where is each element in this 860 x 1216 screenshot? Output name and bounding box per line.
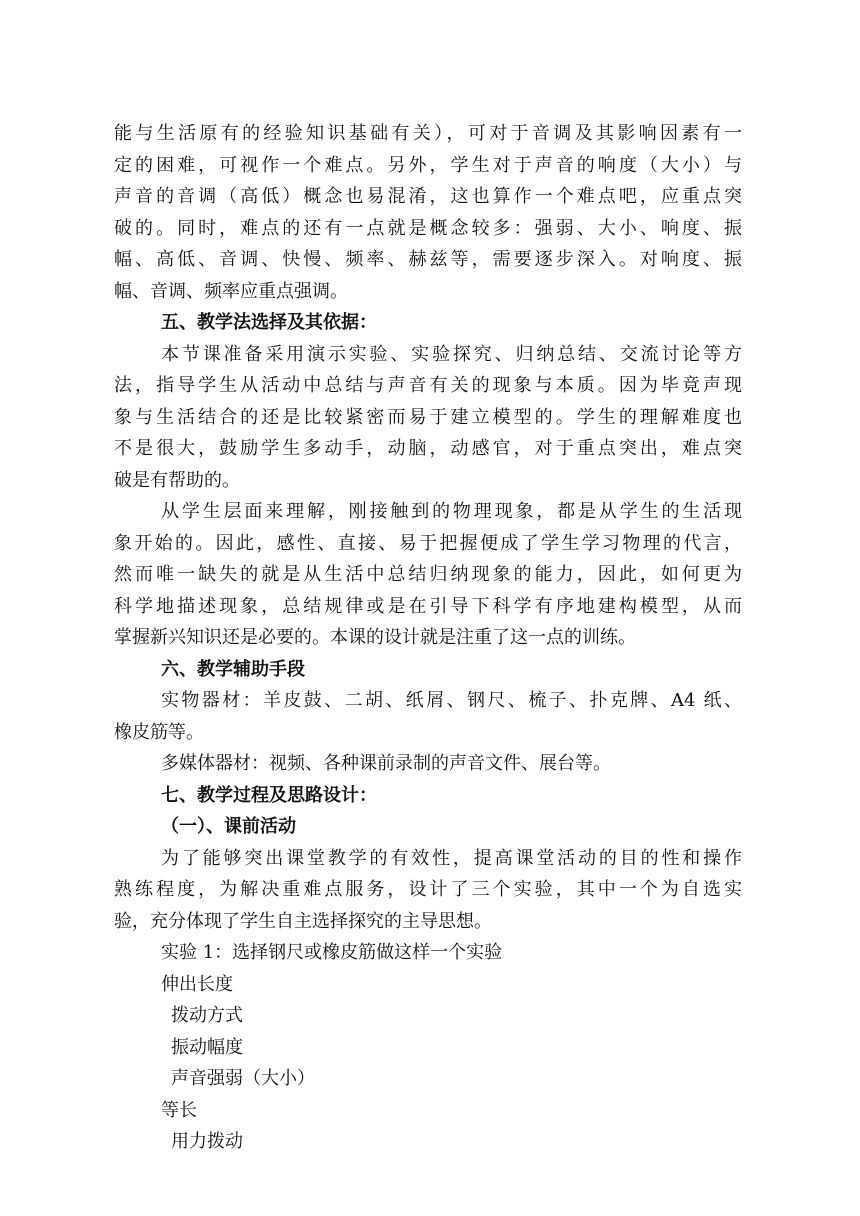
text-line: 象与生活结合的还是比较紧密而易于建立模型的。学生的理解难度也 [114,406,742,428]
text-line: 五、教学法选择及其依据： [161,312,377,333]
text-line: 然而唯一缺失的就是从生活中总结归纳现象的能力，因此，如何更为 [114,564,742,585]
text-line: 声音的音调（高低）概念也易混淆，这也算作一个难点吧，应重点突 [114,186,742,207]
text-line: 幅、高低、音调、快慢、频率、赫兹等，需要逐步深入。对响度、振 [114,249,742,270]
text-line: 能与生活原有的经验知识基础有关），可对于音调及其影响因素有一 [114,123,742,144]
text-line: 熟练程度，为解决重难点服务，设计了三个实验，其中一个为自选实 [114,879,742,900]
text-line: 从学生层面来理解，刚接触到的物理现象，都是从学生的生活现 [161,501,742,522]
text-line: 橡皮筋等。 [114,721,204,743]
text-line: 幅、音调、频率应重点强调。 [114,280,348,302]
text-line: 用力拨动 [171,1131,243,1152]
document-page [114,118,742,1158]
text-line: 振动幅度 [171,1036,243,1058]
text-line: 拨动方式 [171,1005,243,1026]
text-line: 本节课准备采用演示实验、实验探究、归纳总结、交流讨论等方 [161,343,742,365]
text-line: 六、教学辅助手段 [161,658,305,680]
text-line: （一）、课前活动 [161,816,296,837]
text-line: 多媒体器材：视频、各种课前录制的声音文件、展台等。 [161,753,611,774]
text-line: 科学地描述现象，总结规律或是在引导下科学有序地建构模型，从而 [114,595,742,617]
text-line: 为了能够突出课堂教学的有效性，提高课堂活动的目的性和操作 [161,847,742,869]
text-line: 实验 1：选择钢尺或橡皮筋做这样一个实验 [161,942,503,963]
text-line: 声音强弱（大小） [171,1068,315,1089]
text-line: 法，指导学生从活动中总结与声音有关的现象与本质。因为毕竟声现 [114,375,742,396]
text-line: 七、教学过程及思路设计： [161,784,377,806]
text-line: 破是有帮助的。 [114,469,240,491]
text-line: 不是很大，鼓励学生多动手，动脑，动感官，对于重点突出，难点突 [114,438,742,459]
text-line: 验，充分体现了学生自主选择探究的主导思想。 [114,910,492,932]
text-line: 掌握新兴知识还是必要的。本课的设计就是注重了这一点的训练。 [114,627,636,648]
text-line: 实物器材：羊皮鼓、二胡、纸屑、钢尺、梳子、扑克牌、A4 纸、 [161,690,742,711]
text-line: 伸出长度 [161,973,233,995]
text-line: 定的困难，可视作一个难点。另外，学生对于声音的响度（大小）与 [114,154,742,176]
text-line: 象开始的。因此，感性、直接、易于把握便成了学生学习物理的代言， [114,532,742,554]
text-line: 等长 [161,1099,197,1121]
text-line: 破的。同时，难点的还有一点就是概念较多：强弱、大小、响度、振 [114,217,742,239]
